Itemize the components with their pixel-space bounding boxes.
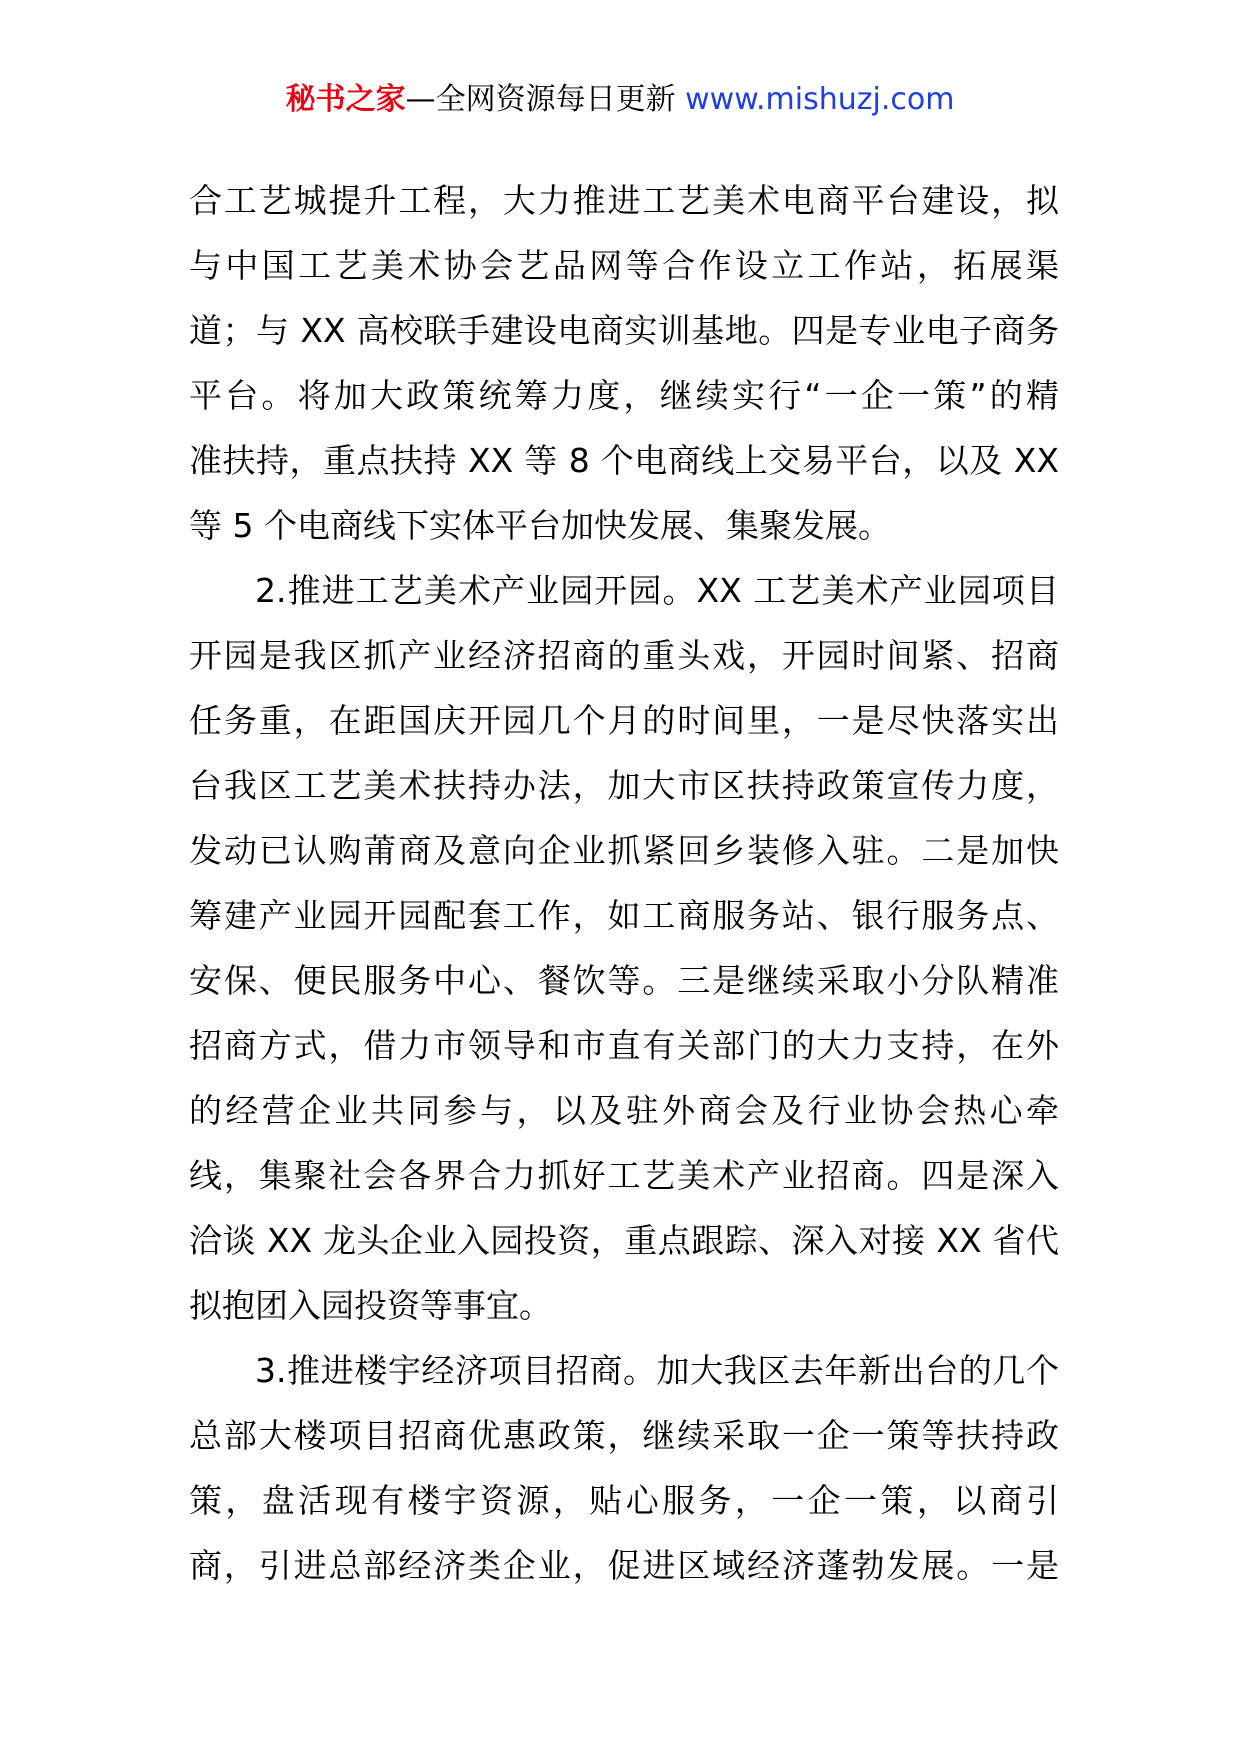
paragraph-end-line: 等 5 个电商线下实体平台加快发展、集聚发展。 (189, 506, 891, 545)
text-line: 准扶持，重点扶持 XX 等 8 个电商线上交易平台，以及 XX (189, 441, 1059, 480)
text-line: 洽谈 XX 龙头企业入园投资，重点跟踪、深入对接 XX 省代 (189, 1221, 1059, 1260)
text-line: 开园是我区抓产业经济招商的重头戏，开园时间紧、招商 (189, 636, 1059, 675)
paragraph-start-line: 2.推进工艺美术产业园开园。XX 工艺美术产业园项目 (255, 571, 1059, 610)
text-line: 总部大楼项目招商优惠政策，继续采取一企一策等扶持政 (189, 1416, 1059, 1455)
text-line: 合工艺城提升工程，大力推进工艺美术电商平台建设，拟 (189, 181, 1059, 220)
text-line: 筹建产业园开园配套工作，如工商服务站、银行服务点、 (189, 896, 1059, 935)
page-header (0, 78, 1240, 122)
text-line: 策，盘活现有楼宇资源，贴心服务，一企一策，以商引 (189, 1481, 1059, 1520)
text-line: 发动已认购莆商及意向企业抓紧回乡装修入驻。二是加快 (189, 831, 1059, 870)
document-body (189, 168, 1059, 1598)
text-line: 招商方式，借力市领导和市直有关部门的大力支持，在外 (189, 1026, 1059, 1065)
site-tagline: —全网资源每日更新 (405, 82, 686, 117)
text-line: 线，集聚社会各界合力抓好工艺美术产业招商。四是深入 (189, 1156, 1059, 1195)
text-line: 商，引进总部经济类企业，促进区域经济蓬勃发展。一是 (189, 1546, 1059, 1585)
paragraph-start-line: 3.推进楼宇经济项目招商。加大我区去年新出台的几个 (255, 1351, 1059, 1390)
text-line: 台我区工艺美术扶持办法，加大市区扶持政策宣传力度， (189, 766, 1059, 805)
text-line: 道；与 XX 高校联手建设电商实训基地。四是专业电子商务 (189, 311, 1059, 350)
text-line: 与中国工艺美术协会艺品网等合作设立工作站，拓展渠 (189, 246, 1059, 285)
site-brand: 秘书之家 (285, 82, 406, 117)
text-line: 任务重，在距国庆开园几个月的时间里，一是尽快落实出 (189, 701, 1059, 740)
text-line: 平台。将加大政策统筹力度，继续实行“一企一策”的精 (189, 376, 1059, 415)
site-url-link[interactable]: www.mishuzj.com (685, 82, 955, 117)
text-line: 安保、便民服务中心、餐饮等。三是继续采取小分队精准 (189, 961, 1059, 1000)
text-line: 的经营企业共同参与，以及驻外商会及行业协会热心牵 (189, 1091, 1059, 1130)
paragraph-end-line: 拟抱团入园投资等事宜。 (189, 1286, 552, 1325)
